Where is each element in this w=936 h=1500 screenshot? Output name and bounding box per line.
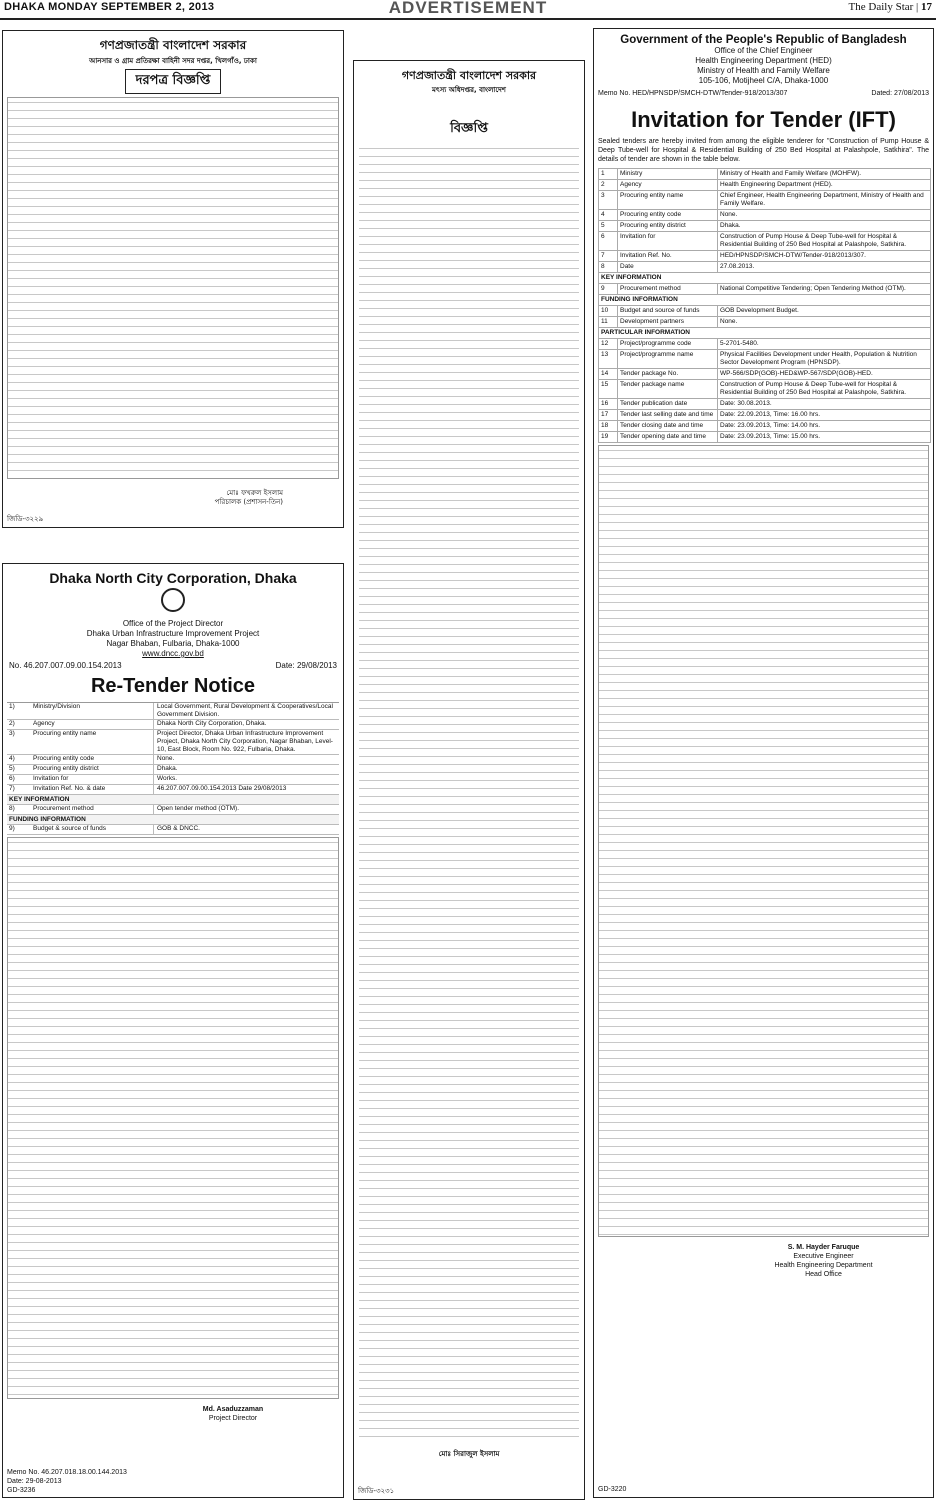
row-value: Dhaka. <box>718 221 931 232</box>
ad3-signatory: মোঃ সিরাজুল ইসলাম <box>438 1450 500 1458</box>
table-row <box>7 720 339 730</box>
ad3-body-text <box>359 144 579 1444</box>
row-label: Procurement method <box>618 284 718 295</box>
row-value: Physical Facilities Development under Health, Population & Nutrition Sector Development Program (HPNSDP). <box>718 350 931 369</box>
table-row <box>599 180 931 191</box>
ad2-office: Office of the Project Director <box>122 619 224 628</box>
table-row <box>599 210 931 221</box>
row-number: 18 <box>599 421 618 432</box>
ad2-signatory: Md. Asaduzzaman <box>202 1406 264 1413</box>
section-header: KEY INFORMATION <box>7 795 339 805</box>
ad1-signatory-post: পরিচালক (প্রশাসন-তিন) <box>214 498 283 506</box>
row-label: Tender last selling date and time <box>618 410 718 421</box>
row-value: 46.207.007.09.00.154.2013 Date 29/08/2013 <box>157 785 287 792</box>
row-label: Tender opening date and time <box>618 432 718 443</box>
page-date: DHAKA MONDAY SEPTEMBER 2, 2013 <box>4 1 215 13</box>
row-label: Budget & source of funds <box>31 825 154 834</box>
page-number: 17 <box>921 1 932 13</box>
table-row <box>599 350 931 369</box>
table-row <box>599 380 931 399</box>
row-value: None. <box>718 317 931 328</box>
row-label: Development partners <box>618 317 718 328</box>
row-value: Works. <box>157 775 178 782</box>
ad1-title: গণপ্রজাতন্ত্রী বাংলাদেশ সরকার <box>99 38 247 52</box>
ad-hed-ift <box>593 28 934 1498</box>
row-value: Dhaka North City Corporation, Dhaka. <box>157 720 267 727</box>
table-row <box>599 410 931 421</box>
ad2-address: Nagar Bhaban, Fulbaria, Dhaka-1000 <box>106 639 240 648</box>
row-number: 5) <box>9 765 15 772</box>
ad2-foot-memo: Memo No. 46.207.018.18.00.144.2013 <box>7 1469 127 1476</box>
ad3-subtitle: মৎস্য অধিদপ্তর, বাংলাদেশ <box>432 86 506 94</box>
paper-page: The Daily Star | 17 <box>848 1 932 13</box>
section-title: ADVERTISEMENT <box>388 0 548 17</box>
row-number: 2 <box>599 180 618 191</box>
row-label: Procuring entity district <box>31 765 154 774</box>
ad4-signatory: S. M. Hayder Faruque <box>787 1244 860 1251</box>
row-value: Open tender method (OTM). <box>157 805 240 812</box>
row-value: National Competitive Tendering; Open Tendering Method (OTM). <box>718 284 931 295</box>
table-row <box>599 306 931 317</box>
row-label: Budget and source of funds <box>618 306 718 317</box>
ad3-title: গণপ্রজাতন্ত্রী বাংলাদেশ সরকার <box>401 69 537 82</box>
ad2-foot-date: Date: 29-08-2013 <box>7 1478 62 1485</box>
row-value: Health Engineering Department (HED). <box>718 180 931 191</box>
row-value: Local Government, Rural Development & Cooperatives/Local Government Division. <box>157 703 333 718</box>
section-label: KEY INFORMATION <box>599 273 931 284</box>
row-value: Project Director, Dhaka Urban Infrastructure Improvement Project, Dhaka North City Corporation, Nagar Bhaban, Level-10, East Block, Room No. 922, Fulbaria, Dhaka. <box>157 730 333 753</box>
ad3-ref: জিডি-৩২৩১ <box>358 1487 395 1495</box>
section-header <box>599 328 931 339</box>
row-value: None. <box>157 755 175 762</box>
ad1-heading-wrap <box>3 69 343 94</box>
ad4-signatory-dept: Health Engineering Department <box>774 1262 873 1269</box>
section-label: FUNDING INFORMATION <box>599 295 931 306</box>
row-label: Procuring entity name <box>618 191 718 210</box>
ad1-signatory: মোঃ ফখরুল ইসলাম <box>226 489 283 497</box>
ad1-subtitle: আনসার ও গ্রাম প্রতিরক্ষা বাহিনী সদর দপ্তর, খিলগাঁও, ঢাকা <box>89 57 257 65</box>
row-value: Date: 22.09.2013, Time: 16.00 hrs. <box>718 410 931 421</box>
row-label: Tender package name <box>618 380 718 399</box>
row-label: Agency <box>31 720 154 729</box>
row-label: Project/programme code <box>618 339 718 350</box>
ad2-foot-gd: GD-3236 <box>7 1487 36 1494</box>
row-label: Date <box>618 262 718 273</box>
row-number: 4 <box>599 210 618 221</box>
table-row <box>7 805 339 815</box>
ad1-ref: জিডি-৩২২৯ <box>7 515 44 523</box>
row-label: Invitation Ref. No. <box>618 251 718 262</box>
row-number: 17 <box>599 410 618 421</box>
row-label: Procuring entity name <box>31 730 154 754</box>
ad2-date: Date: 29/08/2013 <box>275 661 337 670</box>
row-number: 9) <box>9 825 15 832</box>
table-row <box>599 432 931 443</box>
ad2-signatory-post: Project Director <box>208 1415 258 1422</box>
ad4-intro: Sealed tenders are hereby invited from among the eligible tenderer for "Construction of Pump House & Deep Tube-well for Hospital & Residential Building of 250 Bed Hospital at Palashpole, Satkhira". The details of tender are shown in the table below. <box>598 138 929 163</box>
ad1-table <box>7 97 339 479</box>
ad1-heading: দরপত্র বিজ্ঞপ্তি <box>125 69 222 94</box>
row-number: 12 <box>599 339 618 350</box>
table-row <box>7 785 339 795</box>
row-value: GOB Development Budget. <box>718 306 931 317</box>
ad4-table-continued <box>598 445 929 1237</box>
row-number: 6 <box>599 232 618 251</box>
row-number: 10 <box>599 306 618 317</box>
ad-dncc-retender <box>2 563 344 1498</box>
table-row <box>599 262 931 273</box>
row-number: 3 <box>599 191 618 210</box>
row-label: Invitation Ref. No. & date <box>31 785 154 794</box>
row-number: 8) <box>9 805 15 812</box>
row-value: Dhaka. <box>157 765 178 772</box>
row-value: Ministry of Health and Family Welfare (MOHFW). <box>718 169 931 180</box>
section-header <box>599 273 931 284</box>
row-value: Date: 30.08.2013. <box>718 399 931 410</box>
table-row <box>599 421 931 432</box>
row-label: Tender closing date and time <box>618 421 718 432</box>
ad2-memo-line <box>3 659 343 673</box>
row-number: 6) <box>9 775 15 782</box>
row-value: None. <box>718 210 931 221</box>
row-number: 5 <box>599 221 618 232</box>
row-number: 7 <box>599 251 618 262</box>
table-row <box>599 369 931 380</box>
row-label: Invitation for <box>618 232 718 251</box>
row-number: 14 <box>599 369 618 380</box>
section-label: PARTICULAR INFORMATION <box>599 328 931 339</box>
table-row <box>599 339 931 350</box>
row-label: Procurement method <box>31 805 154 814</box>
ad3-heading: বিজ্ঞপ্তি <box>450 121 488 136</box>
dncc-logo-icon <box>161 588 185 612</box>
ad4-dated: Dated: 27/08/2013 <box>871 90 929 97</box>
row-label: Tender publication date <box>618 399 718 410</box>
row-value: Construction of Pump House & Deep Tube-well for Hospital & Residential Building of 250 Bed Hospital at Palashpole, Satkhira. <box>718 232 931 251</box>
row-value: WP-566/SDP(GOB)-HED&WP-567/SDP(GOB)-HED. <box>718 369 931 380</box>
row-label: Ministry <box>618 169 718 180</box>
row-value: Date: 23.09.2013, Time: 15.00 hrs. <box>718 432 931 443</box>
row-value: 27.08.2013. <box>718 262 931 273</box>
ad4-address: 105-106, Motijheel C/A, Dhaka-1000 <box>698 76 829 85</box>
row-number: 13 <box>599 350 618 369</box>
row-value: HED/HPNSDP/SMCH-DTW/Tender-918/2013/307. <box>718 251 931 262</box>
table-row <box>7 755 339 765</box>
ad4-dept: Health Engineering Department (HED) <box>695 56 832 65</box>
table-row <box>599 284 931 295</box>
ad2-table-continued <box>7 837 339 1399</box>
row-value: GOB & DNCC. <box>157 825 200 832</box>
table-row <box>599 169 931 180</box>
row-label: Tender package No. <box>618 369 718 380</box>
ad4-signatory-post: Executive Engineer <box>793 1253 854 1260</box>
row-number: 1) <box>9 703 15 710</box>
ad4-office: Office of the Chief Engineer <box>714 46 813 55</box>
section-header: FUNDING INFORMATION <box>7 815 339 825</box>
section-header <box>599 295 931 306</box>
row-number: 16 <box>599 399 618 410</box>
table-row <box>7 775 339 785</box>
row-number: 2) <box>9 720 15 727</box>
ad2-table <box>7 702 339 835</box>
ad4-memo: Memo No. HED/HPNSDP/SMCH-DTW/Tender-918/2013/307 <box>598 90 788 97</box>
row-value: 5-2701-5480. <box>718 339 931 350</box>
ad2-memo: No. 46.207.007.09.00.154.2013 <box>9 661 122 670</box>
table-row <box>7 825 339 835</box>
table-row <box>7 765 339 775</box>
row-number: 15 <box>599 380 618 399</box>
row-label: Invitation for <box>31 775 154 784</box>
row-value: Construction of Pump House & Deep Tube-well for Hospital & Residential Building of 250 Bed Hospital at Palashpole, Satkhira. <box>718 380 931 399</box>
row-value: Date: 23.09.2013, Time: 14.00 hrs. <box>718 421 931 432</box>
ad2-logo-wrap <box>3 588 343 617</box>
ad4-gd: GD-3220 <box>598 1486 627 1493</box>
ad2-heading: Re-Tender Notice <box>90 675 256 697</box>
row-number: 19 <box>599 432 618 443</box>
ad4-signatory-office: Head Office <box>805 1271 842 1278</box>
table-row <box>599 221 931 232</box>
table-row <box>599 232 931 251</box>
row-number: 9 <box>599 284 618 295</box>
row-label: Procuring entity code <box>31 755 154 764</box>
table-row <box>599 191 931 210</box>
ad4-ministry: Ministry of Health and Family Welfare <box>697 66 830 75</box>
table-row <box>7 703 339 720</box>
table-row <box>7 730 339 755</box>
ad-fisheries-notice <box>353 60 585 1500</box>
ad4-memo-line <box>594 86 933 101</box>
ad2-title: Dhaka North City Corporation, Dhaka <box>49 570 297 586</box>
table-row <box>599 317 931 328</box>
table-row <box>599 399 931 410</box>
row-number: 8 <box>599 262 618 273</box>
paper-name: The Daily Star <box>848 1 914 13</box>
row-label: Ministry/Division <box>31 703 154 719</box>
ad2-website[interactable]: www.dncc.gov.bd <box>142 649 204 658</box>
row-label: Agency <box>618 180 718 191</box>
row-label: Procuring entity code <box>618 210 718 221</box>
ad2-project: Dhaka Urban Infrastructure Improvement Project <box>86 629 260 638</box>
row-number: 7) <box>9 785 15 792</box>
table-row <box>599 251 931 262</box>
row-number: 3) <box>9 730 15 737</box>
ad-ansar-tender <box>2 30 344 528</box>
row-label: Procuring entity district <box>618 221 718 232</box>
ad4-heading: Invitation for Tender (IFT) <box>631 107 896 132</box>
row-number: 11 <box>599 317 618 328</box>
row-number: 4) <box>9 755 15 762</box>
ad4-table <box>598 168 931 443</box>
masthead <box>0 0 936 20</box>
row-value: Chief Engineer, Health Engineering Department, Ministry of Health and Family Welfare. <box>718 191 931 210</box>
row-label: Project/programme name <box>618 350 718 369</box>
ad4-gov: Government of the People's Republic of Bangladesh <box>620 34 907 46</box>
row-number: 1 <box>599 169 618 180</box>
